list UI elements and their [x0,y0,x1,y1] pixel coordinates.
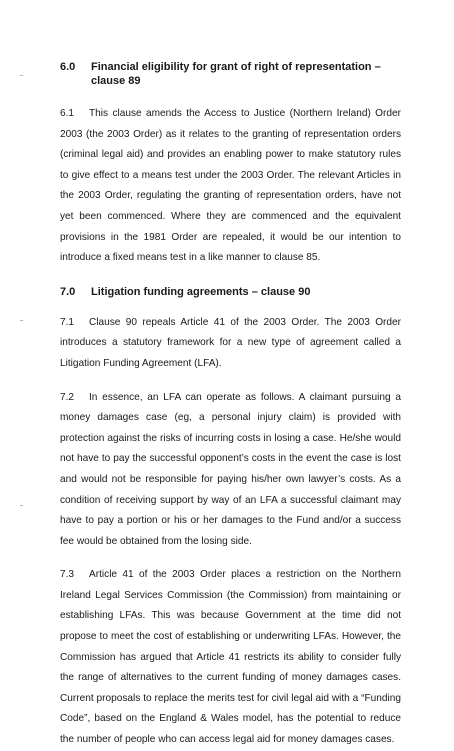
document-body [60,60,401,751]
paragraph-text: Article 41 of the 2003 Order places a restriction on the Northern Ireland Legal Services Commission (the Commission) from maintaining or establishing LFAs. This was because Government at the time did not propose to meet the cost of establishing or underwriting LFAs. However, the Commission has argued that Article 41 restricts its ability to consider fully the range of alternatives to the current funding of money damages cases. Current proposals to replace the merits test for civil legal aid with a “Funding Code”, based on the England & Wales model, has the potential to reduce the number of people who can access legal aid for money damages cases. [60,569,401,746]
paragraph-7-2 [60,388,401,553]
section-number: 6.0 [60,61,76,73]
paragraph-6-1 [60,104,401,269]
section-number: 7.0 [60,285,76,298]
margin-mark [20,320,23,321]
margin-mark [20,75,23,76]
paragraph-number: 7.2 [60,391,75,403]
paragraph-number: 6.1 [60,108,75,119]
paragraph-number: 7.3 [60,569,75,581]
paragraph-7-3 [60,565,401,750]
section-heading-7 [60,285,401,299]
section-title: Financial eligibility for grant of right of representation – clause 89 [91,61,381,87]
paragraph-text: In essence, an LFA can operate as follows. A claimant pursuing a money damages case (eg, a personal injury claim) is provided with protection against the risks of incurring costs in losing a case. He/she would not have to pay the successful opponent’s costs in the event the case is lost and would not be responsible for paying his/her own lawyer’s costs. As a condition of receiving support by way of an LFA a successful claimant may have to pay a portion or his or her damages to the Fund and/or a success fee would be obtained from the losing side. [60,391,401,547]
margin-mark [20,505,23,506]
section-title: Litigation funding agreements – clause 90 [91,285,311,298]
paragraph-7-1 [60,313,401,375]
paragraph-number: 7.1 [60,316,75,328]
section-heading-6 [60,60,401,88]
paragraph-text: Clause 90 repeals Article 41 of the 2003 Order. The 2003 Order introduces a statutory framework for a new type of agreement called a Litigation Funding Agreement (LFA). [60,316,401,369]
paragraph-text: This clause amends the Access to Justice (Northern Ireland) Order 2003 (the 2003 Order) as it relates to the granting of representation orders (criminal legal aid) and provides an enabling power to make statutory rules to give effect to a means test under the 2003 Order. The relevant Articles in the 2003 Order, regulating the granting of representation orders, have not yet been commenced. Where they are commenced and the equivalent provisions in the 1981 Order are repealed, it would be our intention to introduce a fixed means test in a like manner to clause 85. [60,108,401,264]
